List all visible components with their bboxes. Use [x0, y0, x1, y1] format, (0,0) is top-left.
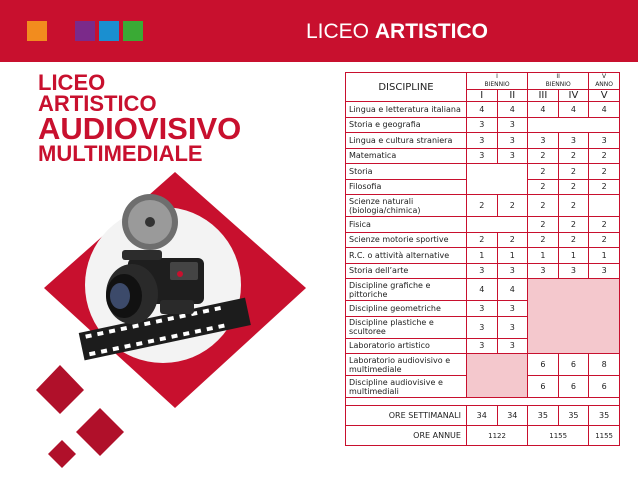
- subject-name: Scienze naturali (biologia/chimica): [346, 195, 467, 217]
- annual-hours-value: 1155: [528, 426, 589, 446]
- hours-cell: 2: [466, 232, 497, 248]
- hours-cell: 2: [528, 164, 559, 180]
- hours-cell: 3: [528, 133, 559, 149]
- hours-cell: 3: [558, 133, 589, 149]
- subject-name: Discipline geometriche: [346, 301, 467, 317]
- hours-cell: 1: [497, 248, 528, 264]
- weekly-hours-value: 35: [589, 406, 620, 426]
- small-diamond-3: [48, 440, 76, 468]
- table-header-row: [346, 73, 620, 90]
- subject-name: Filosofia: [346, 179, 467, 195]
- hours-cell: 2: [466, 195, 497, 217]
- empty-cell: [466, 164, 527, 195]
- hours-cell: 1: [528, 248, 559, 264]
- hours-cell: 3: [589, 133, 620, 149]
- hours-cell: 2: [528, 195, 559, 217]
- table-row: [346, 195, 620, 217]
- hours-cell: 3: [466, 338, 497, 354]
- hours-cell: 6: [528, 354, 559, 376]
- hours-cell: 3: [466, 316, 497, 338]
- subject-name: Discipline plastiche e scultoree: [346, 316, 467, 338]
- hours-cell: 2: [558, 148, 589, 164]
- hours-cell: 2: [589, 148, 620, 164]
- hours-cell: 2: [528, 148, 559, 164]
- green-square: [123, 21, 143, 41]
- subject-name: Lingua e cultura straniera: [346, 133, 467, 149]
- subject-name: Laboratorio audiovisivo e multimediale: [346, 354, 467, 376]
- weekly-hours-value: 34: [466, 406, 497, 426]
- title-line-3: AUDIOVISIVO: [38, 111, 242, 146]
- small-diamond-2: [76, 408, 124, 456]
- hours-cell: 3: [466, 133, 497, 149]
- hours-cell: 3: [589, 263, 620, 279]
- subject-name: Lingua e letteratura italiana: [346, 102, 467, 118]
- hours-cell: 3: [558, 263, 589, 279]
- hours-cell: 2: [558, 232, 589, 248]
- hours-cell: 2: [528, 232, 559, 248]
- hours-cell: 3: [528, 263, 559, 279]
- hours-cell: 2: [589, 232, 620, 248]
- hours-cell: 2: [558, 195, 589, 217]
- hours-cell: 3: [466, 117, 497, 133]
- title-line-2: ARTISTICO: [38, 91, 157, 116]
- year-header: IV: [558, 90, 589, 102]
- hours-cell: 3: [497, 316, 528, 338]
- hours-cell: 2: [558, 164, 589, 180]
- hours-cell: 2: [497, 195, 528, 217]
- hours-cell: 3: [497, 117, 528, 133]
- header-band: [0, 0, 638, 62]
- hours-cell: 4: [466, 279, 497, 301]
- year-header: III: [528, 90, 559, 102]
- table-row: [346, 263, 620, 279]
- hours-cell: 3: [497, 133, 528, 149]
- hours-cell: 4: [466, 102, 497, 118]
- empty-cell: [589, 195, 620, 217]
- hours-cell: 6: [558, 354, 589, 376]
- annual-hours-label: ORE ANNUE: [346, 426, 467, 446]
- hours-cell: 2: [497, 232, 528, 248]
- subject-name: Scienze motorie sportive: [346, 232, 467, 248]
- empty-cell: [466, 217, 527, 233]
- header-title: LICEO ARTISTICO: [306, 20, 489, 43]
- hours-cell: 3: [497, 148, 528, 164]
- hours-cell: 2: [589, 164, 620, 180]
- year-header: II: [497, 90, 528, 102]
- weekly-hours-value: 34: [497, 406, 528, 426]
- subject-name: Storia: [346, 164, 467, 180]
- hours-cell: 6: [558, 376, 589, 398]
- hours-cell: 2: [589, 217, 620, 233]
- year-header: I: [466, 90, 497, 102]
- hours-cell: 4: [497, 102, 528, 118]
- subject-name: Storia e geografia: [346, 117, 467, 133]
- hours-cell: 1: [466, 248, 497, 264]
- hours-cell: 4: [589, 102, 620, 118]
- hours-cell: 2: [589, 179, 620, 195]
- table-row: [346, 102, 620, 118]
- hours-cell: 1: [589, 248, 620, 264]
- group-second-biennio: II BIENNIO: [528, 73, 589, 90]
- spacer-row: [346, 398, 620, 406]
- table-row: [346, 354, 620, 376]
- subject-name: Discipline audiovisive e multimediali: [346, 376, 467, 398]
- hours-cell: 2: [528, 179, 559, 195]
- hours-cell: 3: [497, 301, 528, 317]
- subject-name: R.C. o attività alternative: [346, 248, 467, 264]
- subject-name: Storia dell’arte: [346, 263, 467, 279]
- hours-cell: 3: [466, 301, 497, 317]
- table-row: [346, 279, 620, 301]
- hours-cell: 6: [589, 376, 620, 398]
- title-line-1: LICEO: [38, 70, 106, 95]
- table-row: [346, 133, 620, 149]
- hours-cell: 4: [558, 102, 589, 118]
- table-row: [346, 248, 620, 264]
- annual-hours-value: 1155: [589, 426, 620, 446]
- year-header: V: [589, 90, 620, 102]
- table-row: [346, 117, 620, 133]
- hours-cell: 4: [497, 279, 528, 301]
- weekly-hours-label: ORE SETTIMANALI: [346, 406, 467, 426]
- weekly-hours-value: 35: [528, 406, 559, 426]
- annual-hours-row: [346, 426, 620, 446]
- table-row: [346, 164, 620, 180]
- red-square: [51, 21, 71, 41]
- subject-name: Discipline grafiche e pittoriche: [346, 279, 467, 301]
- subject-name: Laboratorio artistico: [346, 338, 467, 354]
- annual-hours-value: 1122: [466, 426, 527, 446]
- hours-cell: 3: [497, 263, 528, 279]
- weekly-hours-row: [346, 406, 620, 426]
- film-reel: [122, 194, 178, 250]
- table-row: [346, 217, 620, 233]
- small-diamond-1: [36, 365, 84, 414]
- empty-shaded-cell: [528, 279, 620, 354]
- empty-shaded-cell: [466, 354, 527, 398]
- hours-cell: 2: [528, 217, 559, 233]
- hours-cell: 3: [466, 148, 497, 164]
- hours-cell: 1: [558, 248, 589, 264]
- hours-cell: 6: [528, 376, 559, 398]
- title-line-4: MULTIMEDIALE: [38, 141, 203, 166]
- purple-square: [75, 21, 95, 41]
- subject-name: Fisica: [346, 217, 467, 233]
- table-row: [346, 148, 620, 164]
- hours-cell: 3: [466, 263, 497, 279]
- empty-cell: [528, 117, 620, 133]
- table-row: [346, 232, 620, 248]
- timetable: [345, 72, 620, 446]
- discipline-header: DISCIPLINE: [346, 73, 467, 102]
- hours-cell: 2: [558, 179, 589, 195]
- hours-cell: 3: [497, 338, 528, 354]
- blue-square: [99, 21, 119, 41]
- hours-cell: 2: [558, 217, 589, 233]
- camera-illustration: [0, 150, 330, 478]
- group-first-biennio: I BIENNIO: [466, 73, 527, 90]
- weekly-hours-value: 35: [558, 406, 589, 426]
- subject-name: Matematica: [346, 148, 467, 164]
- hours-cell: 8: [589, 354, 620, 376]
- hours-cell: 4: [528, 102, 559, 118]
- orange-square: [27, 21, 47, 41]
- group-fifth-year: V ANNO: [589, 73, 620, 90]
- spacer-cell: [346, 398, 620, 406]
